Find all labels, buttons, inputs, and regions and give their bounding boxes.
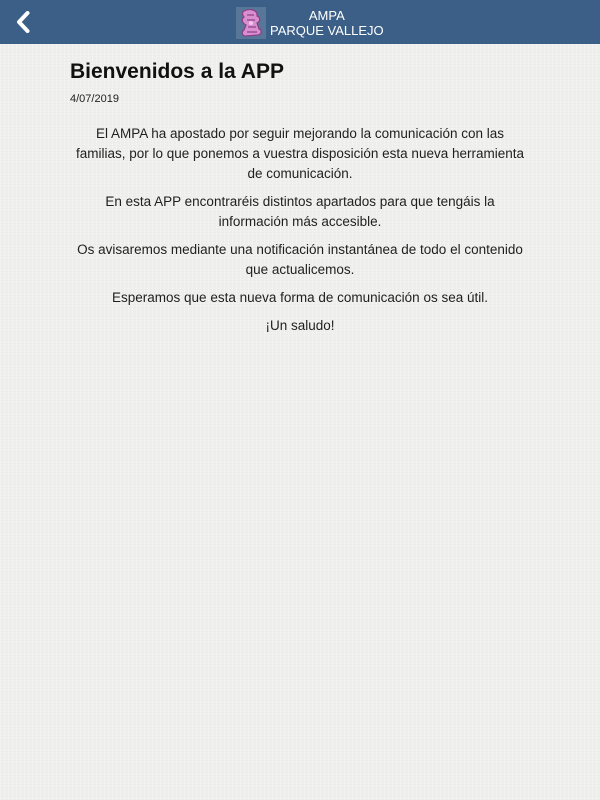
post-body [70, 124, 530, 336]
app-title-line2: PARQUE VALLEJO [270, 23, 384, 38]
post-paragraph: ¡Un saludo! [265, 318, 335, 333]
post-content [70, 58, 530, 344]
chevron-left-icon [15, 11, 31, 33]
post-paragraph: El AMPA ha apostado por seguir mejorando la comunicación con las familias, por lo que ponemos a vuestra disposición esta nueva herramienta de comunicación. [76, 126, 524, 181]
back-button[interactable] [6, 4, 40, 40]
app-title-line1: AMPA [308, 8, 345, 23]
app-title [270, 8, 384, 38]
post-title: Bienvenidos a la APP [70, 60, 284, 83]
app-header [0, 0, 600, 44]
ampa-logo-icon [236, 7, 266, 39]
post-paragraph: Os avisaremos mediante una notificación instantánea de todo el contenido que actualicemos. [77, 242, 523, 277]
app-brand[interactable] [236, 6, 384, 40]
post-paragraph: Esperamos que esta nueva forma de comunicación os sea útil. [112, 290, 488, 305]
post-paragraph: En esta APP encontraréis distintos apartados para que tengáis la información más accesible. [105, 194, 495, 229]
post-date: 4/07/2019 [70, 93, 119, 105]
